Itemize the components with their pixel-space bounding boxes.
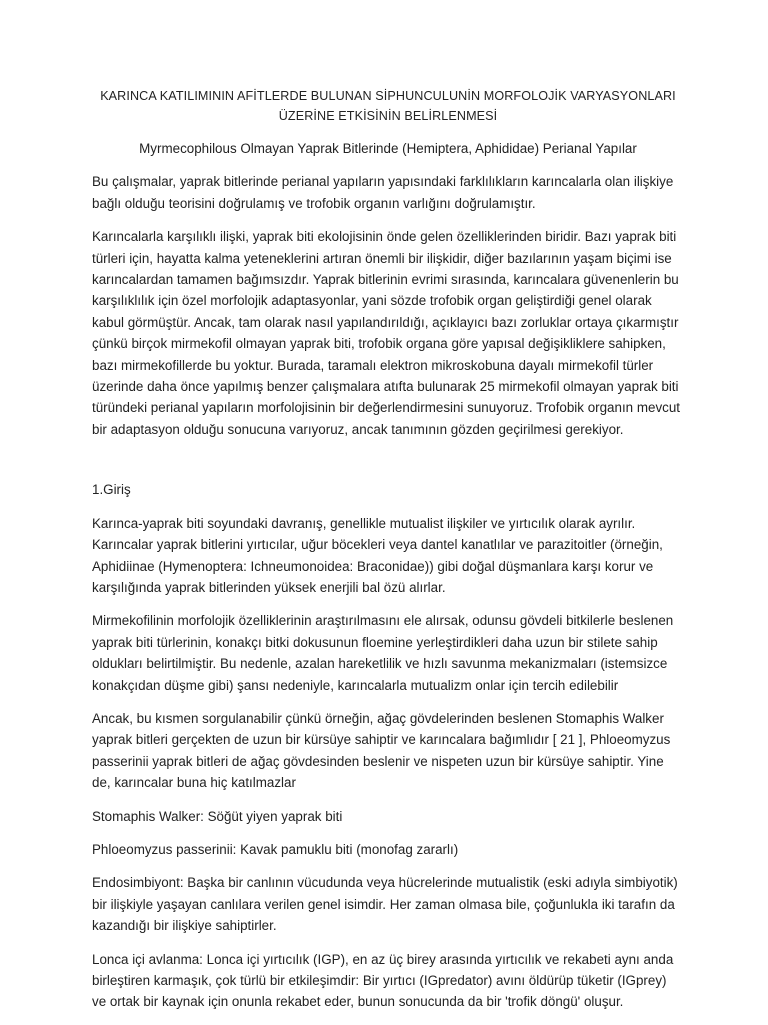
definition-intraguild-predation: Lonca içi avlanma: Lonca içi yırtıcılık (IGP), en az üç birey arasında yırtıcılık ve rekabeti aynı anda birleştiren karmaşık, çok türlü bir etkileşimdir: Bir yırtıcı (IGpredator) avını öldürüp tüketir (IGprey) ve ortak bir kaynak için onunla rekabet eder, bunun sonucunda da bir 'trofik döngü' oluşur. xyxy=(92,951,674,1010)
definition-endosymbiont: Endosimbiyont: Başka bir canlının vücudunda veya hücrelerinde mutualistik (eski adıyla simbiyotik) bir ilişkiyle yaşayan canlılara verilen genel isimdir. Her zaman olmasa bile, çoğunlukla iki tarafın da kazandığı bir ilişkiye sahiptirler. xyxy=(92,875,678,934)
body-paragraph: Karınca-yaprak biti soyundaki davranış, genellikle mutualist ilişkiler ve yırtıcılık olarak ayrılır. Karıncalar yaprak bitlerini yırtıcılar, uğur böcekleri veya dantel kanatlılar ve parazitoitler (örneğin, Aphidiinae (Hymenoptera: Ichneumonoidea: Braconidae)) gibi doğal düşmanlara karşı korur ve karşılığında yaprak bitlerinden yüksek enerjili bal özü alırlar. xyxy=(92,515,663,595)
document-page xyxy=(92,86,684,1025)
document-title xyxy=(92,86,684,126)
body-paragraph: Mirmekofilinin morfolojik özelliklerinin araştırılmasını ele alırsak, odunsu gövdeli bitkilerle beslenen yaprak biti türlerinin, konakçı bitki dokusunun floemine yerleştirdikleri daha uzun bir stilete sahip oldukları belirtilmiştir. Bu nedenle, azalan hareketlilik ve hızlı savunma mekanizmaları (istemsizce konakçıdan düşme gibi) şansı nedeniyle, karıncalarla mutualizm onlar için tercih edilebilir xyxy=(92,613,674,693)
definition-phloeomyzus: Phloeomyzus passerinii: Kavak pamuklu biti (monofag zararlı) xyxy=(92,841,459,857)
title-line-2: ÜZERİNE ETKİSİNİN BELİRLENMESİ xyxy=(278,109,498,123)
abstract-body-paragraph: Karıncalarla karşılıklı ilişki, yaprak biti ekolojisinin önde gelen özelliklerinden biridir. Bazı yaprak biti türleri için, hayatta kalma yeteneklerini artıran önemli bir ilişkidir, diğer bazılarının yaşam biçimi ise karıncalardan tamamen bağımsızdır. Yaprak bitlerinin evrimi sırasında, karıncalara güvenenlerin bu karşılıklılık için özel morfolojik adaptasyonlar, yani sözde trofobik organ geliştirdiği genel olarak kabul görmüştür. Ancak, tam olarak nasıl yapılandırıldığı, açıklayıcı bazı zorluklar ortaya çıkarmıştır çünkü birçok mirmekofil olmayan yaprak biti, trofobik organa göre yapısal değişikliklere sahipken, bazı mirmekofillerde bu yoktur. Burada, taramalı elektron mikroskobuna dayalı mirmekofil türler üzerinde daha önce yapılmış benzer çalışmalara atıfta bulunarak 25 mirmekofil olmayan yaprak biti türündeki perianal yapıların morfolojisinin bir değerlendirmesini sunuyoruz. Trofobik organın mevcut bir adaptasyon olduğu sonucuna varıyoruz, ancak tanımının gözden geçirilmesi gerekiyor. xyxy=(92,229,680,437)
body-paragraph: Ancak, bu kısmen sorgulanabilir çünkü örneğin, ağaç gövdelerinden beslenen Stomaphis Walker yaprak bitleri gerçekten de uzun bir kürsüye sahiptir ve karıncalara bağımlıdır [ 21 ], Phloeomyzus passerinii yaprak bitleri de ağaç gövdesinden beslenir ve nispeten uzun bir kürsüye sahiptir. Yine de, karıncalar buna hiç katılmazlar xyxy=(92,710,671,791)
document-subtitle: Myrmecophilous Olmayan Yaprak Bitlerinde (Hemiptera, Aphididae) Perianal Yapılar xyxy=(139,141,637,156)
section-heading: 1.Giriş xyxy=(92,482,131,498)
section-spacer xyxy=(92,452,684,479)
abstract-intro-paragraph: Bu çalışmalar, yaprak bitlerinde perianal yapıların yapısındaki farklılıkların karıncalarla olan ilişkiye bağlı olduğu teorisini doğrulamış ve trofobik organın varlığını doğrulamıştır. xyxy=(92,174,674,211)
title-line-1: KARINCA KATILIMININ AFİTLERDE BULUNAN SİPHUNCULUNİN MORFOLOJİK VARYASYONLARI xyxy=(100,89,676,103)
definition-stomaphis: Stomaphis Walker: Söğüt yiyen yaprak biti xyxy=(92,808,343,824)
